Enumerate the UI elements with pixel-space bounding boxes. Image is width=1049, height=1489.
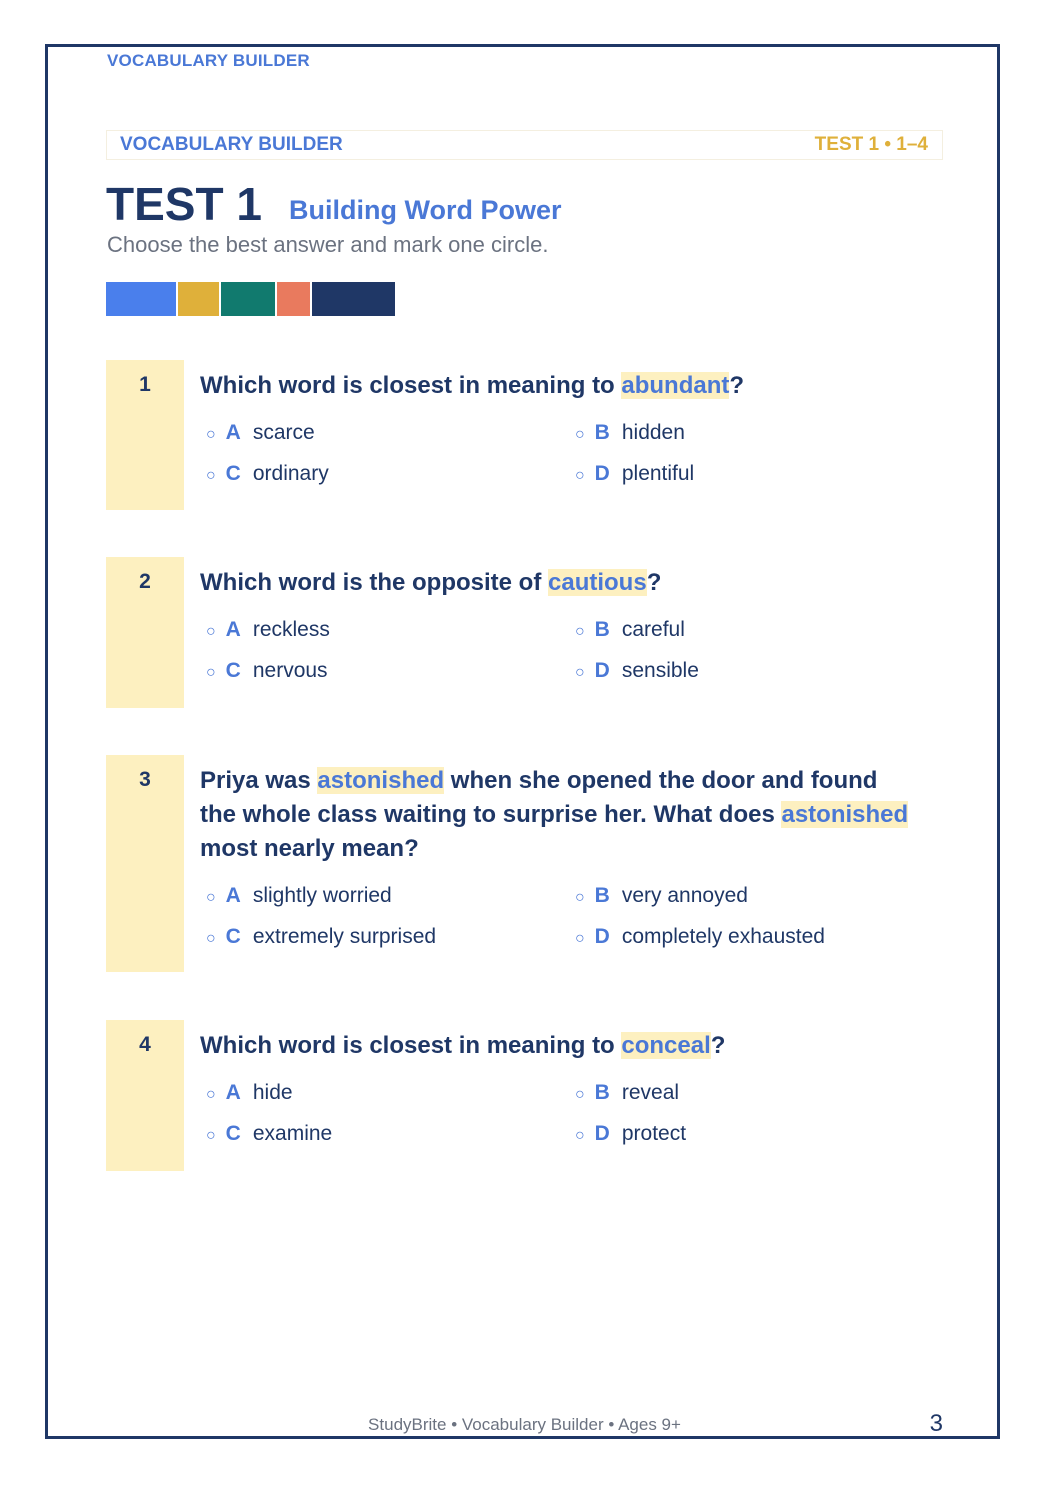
answer-circle-icon[interactable]: ○ (575, 664, 585, 681)
prompt-text: Which word is the opposite of (200, 569, 548, 596)
option-text: scarce (252, 421, 315, 444)
option-c[interactable] (206, 462, 329, 486)
option-letter: B (594, 1081, 610, 1104)
swatch-navy (312, 282, 395, 316)
option-a[interactable] (206, 884, 392, 908)
target-word: abundant (621, 372, 730, 399)
swatch-blue (106, 282, 176, 316)
answer-circle-icon[interactable]: ○ (575, 426, 585, 443)
option-letter: A (225, 884, 241, 907)
question-prompt (200, 764, 920, 866)
option-a[interactable] (206, 421, 315, 445)
option-text: slightly worried (252, 884, 392, 907)
option-b[interactable] (575, 618, 685, 642)
option-text: extremely surprised (252, 925, 437, 948)
option-letter: A (225, 618, 241, 641)
prompt-text: when she opened the door and found the whole class waiting to surprise her. What does (200, 767, 878, 828)
page-title: TEST 1 (106, 178, 262, 230)
option-text: reveal (621, 1081, 680, 1104)
target-word: astonished (317, 767, 445, 794)
option-letter: A (225, 1081, 241, 1104)
answer-circle-icon[interactable]: ○ (206, 889, 216, 906)
answer-circle-icon[interactable]: ○ (575, 889, 585, 906)
question-4 (106, 1020, 943, 1171)
answer-circle-icon[interactable]: ○ (575, 623, 585, 640)
page-number: 3 (929, 1410, 943, 1437)
header-test-range: TEST 1 • 1–4 (814, 134, 928, 155)
option-text: ordinary (252, 462, 329, 485)
prompt-text: most nearly mean? (200, 835, 419, 862)
question-3 (106, 755, 943, 972)
running-header: VOCABULARY BUILDER (107, 51, 310, 70)
prompt-text: Which word is closest in meaning to (200, 1032, 622, 1059)
prompt-text: ? (729, 372, 745, 399)
option-letter: B (594, 884, 610, 907)
answer-circle-icon[interactable]: ○ (206, 1086, 216, 1103)
answer-circle-icon[interactable]: ○ (575, 467, 585, 484)
question-1 (106, 360, 943, 510)
option-a[interactable] (206, 1081, 293, 1105)
prompt-text: ? (646, 569, 662, 596)
question-number: 4 (106, 1020, 184, 1171)
question-2 (106, 557, 943, 708)
prompt-text: ? (710, 1032, 726, 1059)
header-book-title: VOCABULARY BUILDER (120, 134, 343, 155)
option-d[interactable] (575, 1122, 686, 1146)
option-letter: D (594, 659, 610, 682)
option-d[interactable] (575, 462, 694, 486)
question-prompt (200, 369, 920, 403)
question-number: 3 (106, 755, 184, 972)
answer-circle-icon[interactable]: ○ (206, 467, 216, 484)
prompt-text: Priya was (200, 767, 318, 794)
prompt-text: Which word is closest in meaning to (200, 372, 622, 399)
option-text: hidden (621, 421, 685, 444)
answer-circle-icon[interactable]: ○ (575, 1086, 585, 1103)
option-text: protect (621, 1122, 687, 1145)
option-d[interactable] (575, 925, 825, 949)
option-b[interactable] (575, 884, 748, 908)
answer-circle-icon[interactable]: ○ (206, 426, 216, 443)
option-b[interactable] (575, 421, 685, 445)
answer-circle-icon[interactable]: ○ (206, 664, 216, 681)
answer-circle-icon[interactable]: ○ (206, 930, 216, 947)
option-text: hide (252, 1081, 293, 1104)
page-subtitle: Building Word Power (289, 195, 562, 225)
option-letter: C (225, 1122, 241, 1145)
option-c[interactable] (206, 925, 436, 949)
option-d[interactable] (575, 659, 699, 683)
answer-circle-icon[interactable]: ○ (575, 1127, 585, 1144)
option-text: very annoyed (621, 884, 748, 907)
question-number: 1 (106, 360, 184, 510)
answer-circle-icon[interactable]: ○ (206, 623, 216, 640)
option-letter: B (594, 618, 610, 641)
option-text: plentiful (621, 462, 695, 485)
option-letter: C (225, 925, 241, 948)
question-prompt (200, 566, 920, 600)
option-text: careful (621, 618, 685, 641)
option-text: examine (252, 1122, 333, 1145)
target-word: conceal (621, 1032, 711, 1059)
swatch-coral (277, 282, 310, 316)
option-letter: C (225, 462, 241, 485)
option-a[interactable] (206, 618, 330, 642)
question-prompt (200, 1029, 920, 1063)
instructions: Choose the best answer and mark one circle. (107, 232, 549, 257)
option-letter: D (594, 1122, 610, 1145)
footer: StudyBrite • Vocabulary Builder • Ages 9+ (368, 1415, 681, 1434)
option-letter: C (225, 659, 241, 682)
option-text: completely exhausted (621, 925, 825, 948)
option-letter: A (225, 421, 241, 444)
option-letter: D (594, 462, 610, 485)
option-letter: D (594, 925, 610, 948)
target-word: astonished (781, 801, 909, 828)
option-b[interactable] (575, 1081, 679, 1105)
option-text: sensible (621, 659, 699, 682)
option-c[interactable] (206, 1122, 332, 1146)
option-text: nervous (252, 659, 328, 682)
target-word: cautious (548, 569, 647, 596)
swatch-gold (178, 282, 219, 316)
answer-circle-icon[interactable]: ○ (206, 1127, 216, 1144)
question-number: 2 (106, 557, 184, 708)
option-text: reckless (252, 618, 330, 641)
swatch-teal (221, 282, 275, 316)
color-swatch-bar (106, 282, 395, 316)
answer-circle-icon[interactable]: ○ (575, 930, 585, 947)
option-c[interactable] (206, 659, 328, 683)
option-letter: B (594, 421, 610, 444)
